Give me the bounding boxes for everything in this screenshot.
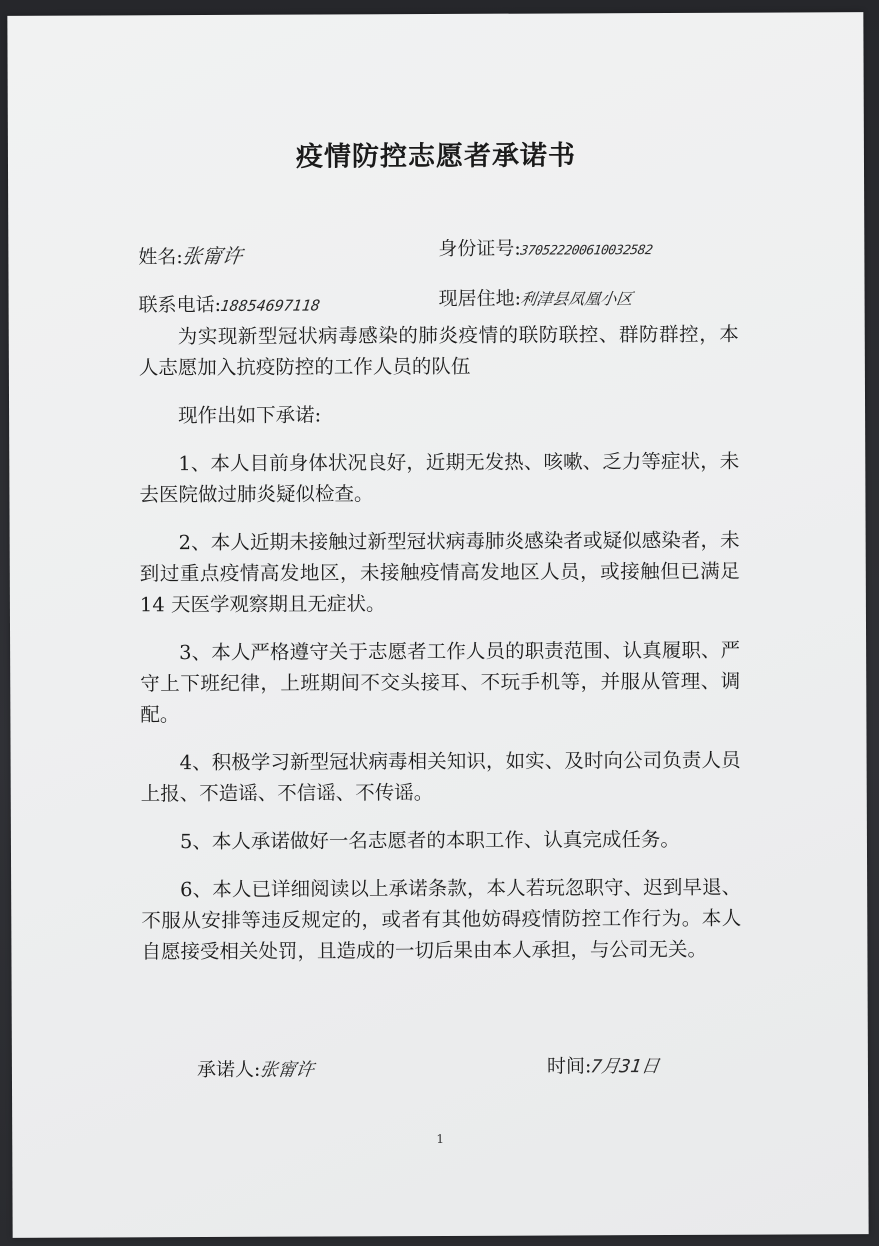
commitment-item-2: 2、本人近期未接触过新型冠状病毒肺炎感染者或疑似感染者，未到过重点疫情高发地区，未接触疫情高发地区人员，或接触但已满足 14 天医学观察期且无症状。 <box>139 528 740 617</box>
id-number-handwritten-value: 370522200610032582 <box>519 243 654 259</box>
commitment-item-6: 6、本人已详细阅读以上承诺条款，本人若玩忽职守、迟到早退、不服从安排等违反规定的，或者有其他妨碍疫情防控工作行为。本人自愿接受相关处罚，且造成的一切后果由本人承担，与公司无关。 <box>141 875 742 964</box>
commitment-item-1: 1、本人目前身体状况良好，近期无发热、咳嗽、乏力等症状，未去医院做过肺炎疑似检查。 <box>139 449 740 507</box>
commitment-item-4: 4、积极学习新型冠状病毒相关知识，如实、及时向公司负责人员上报、不造谣、不信谣、不传谣。 <box>140 748 741 806</box>
phone-field <box>139 290 321 318</box>
address-label: 现居住地: <box>438 287 522 310</box>
time-field <box>547 1051 660 1078</box>
intro-paragraph: 为实现新型冠状病毒感染的肺炎疫情的联防联控、群防群控，本人志愿加入抗疫防控的工作人员的队伍 <box>138 322 739 380</box>
time-label: 时间: <box>546 1055 592 1078</box>
commitment-item-3: 3、本人严格遵守关于志愿者工作人员的职责范围、认真履职、严守上下班纪律，上班期间不交头接耳、不玩手机等，并服从管理、调配。 <box>140 638 741 727</box>
time-handwritten-value: 7月31日 <box>589 1056 662 1078</box>
phone-label: 联系电话: <box>138 293 222 317</box>
signer-signature: 张甯许 <box>258 1059 316 1081</box>
commitment-item-5: 5、本人承诺做好一名志愿者的本职工作、认真完成任务。 <box>179 827 680 854</box>
signer-field <box>197 1055 315 1083</box>
document-body <box>139 319 742 985</box>
id-number-label: 身份证号: <box>438 237 521 260</box>
commitment-lead: 现作出如下承诺: <box>178 403 322 428</box>
document-title: 疫情防控志愿者承诺书 <box>295 140 577 173</box>
document-page <box>7 12 868 1238</box>
name-field <box>138 240 243 269</box>
page-number: 1 <box>436 1131 445 1147</box>
signer-label: 承诺人: <box>196 1058 261 1082</box>
name-handwritten-value: 张甯许 <box>180 243 245 269</box>
phone-handwritten-value: 18854697118 <box>219 296 322 315</box>
name-label: 姓名: <box>138 246 183 269</box>
id-number-field <box>438 233 652 261</box>
address-field <box>439 283 634 311</box>
address-handwritten-value: 利津县凤凰小区 <box>519 289 635 309</box>
